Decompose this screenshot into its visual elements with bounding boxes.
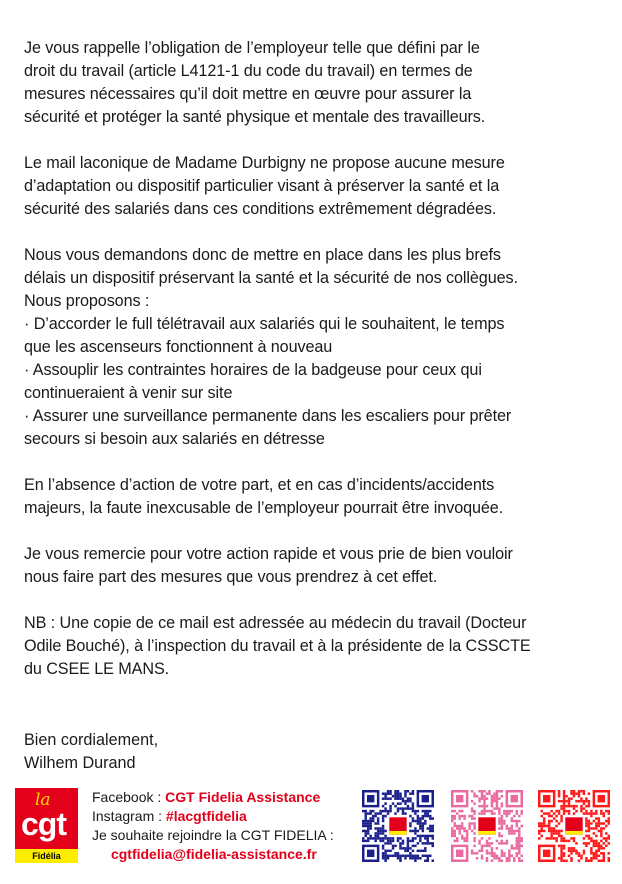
- text-line: NB : Une copie de ce mail est adressée au médecin du travail (Docteur: [24, 614, 527, 632]
- text-line: sécurité et protéger la santé physique et mentale des travailleurs.: [24, 108, 486, 126]
- text-line: En l’absence d’action de votre part, et en cas d’incidents/accidents: [24, 476, 495, 494]
- paragraph-mail-laconique: [24, 152, 604, 221]
- text-line: Nous proposons :: [24, 292, 150, 310]
- logo-cgt-text: cgt: [21, 806, 66, 842]
- text-line: d’adaptation ou dispositif particulier visant à préserver la santé et la: [24, 177, 500, 195]
- text-line: Odile Bouché), à l’inspection du travail et à la présidente de la CSSCTE: [24, 637, 531, 655]
- facebook-link[interactable]: CGT Fidelia Assistance: [165, 789, 321, 805]
- logo-la-text: la: [35, 790, 51, 810]
- text-line: continueraient à venir sur site: [24, 384, 233, 402]
- facebook-qr-code[interactable]: [362, 790, 434, 862]
- text-line: du CSEE LE MANS.: [24, 660, 170, 678]
- text-line: Le mail laconique de Madame Durbigny ne propose aucune mesure: [24, 154, 505, 172]
- email-link[interactable]: cgtfidelia@fidelia-assistance.fr: [110, 846, 317, 862]
- paragraph-absence-action: [24, 474, 604, 520]
- text-line: que les ascenseurs fonctionnent à nouveau: [24, 338, 333, 356]
- paragraph-obligation: [24, 37, 604, 129]
- text-line: délais un dispositif préservant la santé et la sécurité de nos collègues.: [24, 269, 518, 287]
- contact-info: [92, 788, 334, 864]
- signer-name: Wilhem Durand: [24, 754, 136, 772]
- footer: [0, 786, 622, 866]
- closing-text: Bien cordialement,: [24, 731, 159, 749]
- qr-code-icon: [362, 790, 434, 862]
- paragraph-demands: [24, 244, 604, 451]
- paragraph-thanks: [24, 543, 604, 589]
- list-item: · Assurer une surveillance permanente dans les escaliers pour prêter: [24, 407, 512, 425]
- text-line: sécurité des salariés dans ces conditions extrêmement dégradées.: [24, 200, 497, 218]
- instagram-label: Instagram :: [92, 808, 166, 824]
- text-line: nous faire part des mesures que vous prendrez à cet effet.: [24, 568, 438, 586]
- list-item: · Assouplir les contraintes horaires de la badgeuse pour ceux qui: [24, 361, 482, 379]
- instagram-qr-code[interactable]: [451, 790, 523, 862]
- text-line: Je vous rappelle l’obligation de l’employeur telle que défini par le: [24, 39, 480, 57]
- instagram-line: [92, 807, 334, 826]
- text-line: Je vous remercie pour votre action rapide et vous prie de bien vouloir: [24, 545, 513, 563]
- qr-code-icon: [451, 790, 523, 862]
- text-line: mesures nécessaires qu’il doit mettre en œuvre pour assurer la: [24, 85, 472, 103]
- cgt-fidelia-logo: [15, 788, 78, 863]
- email-qr-code[interactable]: [538, 790, 610, 862]
- join-label: Je souhaite rejoindre la CGT FIDELIA :: [92, 827, 334, 843]
- instagram-link[interactable]: #lacgtfidelia: [165, 808, 247, 824]
- text-line: majeurs, la faute inexcusable de l’employeur pourrait être invoquée.: [24, 499, 504, 517]
- logo-band-text: Fidélia: [15, 849, 78, 863]
- text-line: droit du travail (article L4121-1 du code du travail) en termes de: [24, 62, 473, 80]
- facebook-line: [92, 788, 334, 807]
- text-line: secours si besoin aux salariés en détresse: [24, 430, 325, 448]
- facebook-label: Facebook :: [92, 789, 166, 805]
- letter-body: [24, 37, 604, 704]
- qr-code-icon: [538, 790, 610, 862]
- list-item: · D’accorder le full télétravail aux salariés qui le souhaitent, le temps: [24, 315, 505, 333]
- signature: [24, 729, 158, 775]
- paragraph-nb: [24, 612, 604, 681]
- text-line: Nous vous demandons donc de mettre en place dans les plus brefs: [24, 246, 501, 264]
